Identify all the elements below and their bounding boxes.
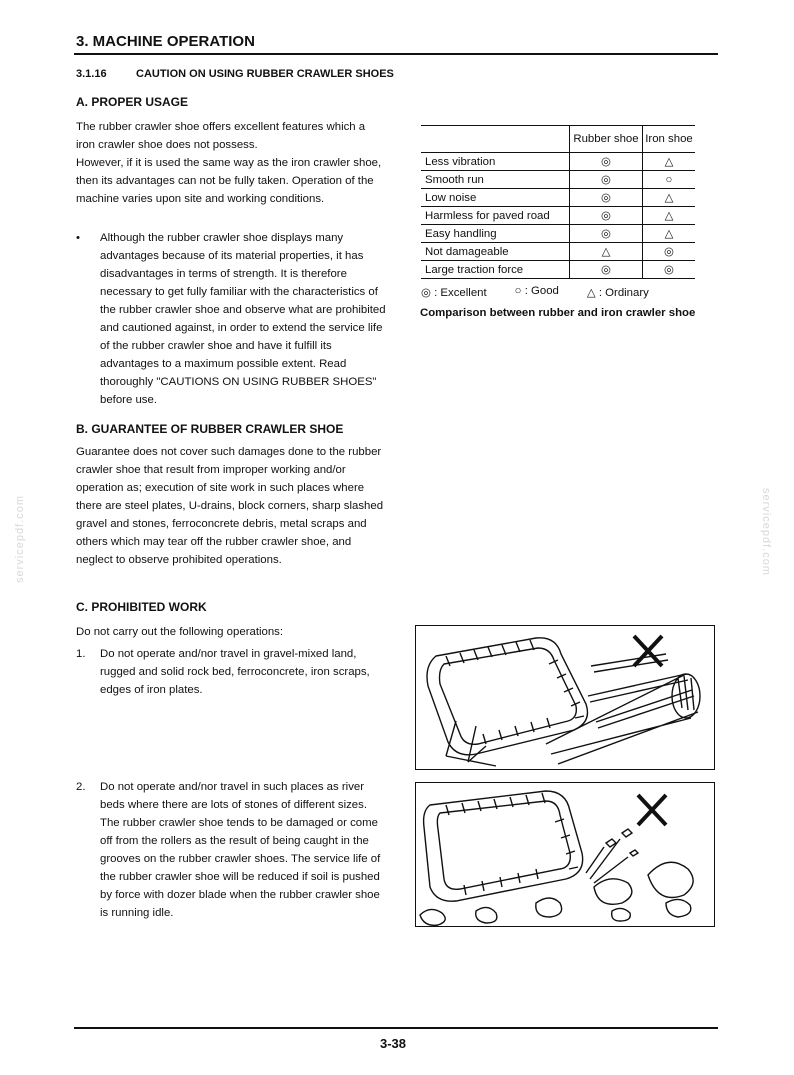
- rubber-rating: ◎: [570, 171, 643, 189]
- footer-rule: [74, 1027, 718, 1029]
- guarantee-text: Guarantee does not cover such damages done to the rubber crawler shoe that result from improper working and/or operation as; execution of site work in such places where there are steel plates, U-drains, block corners, sharp slashed gravel and stones, ferroconcrete debris, metal scraps and others which may tear off the rubber crawler shoe, and neglect to observe prohibited operations.: [76, 446, 384, 566]
- subsection-title: CAUTION ON USING RUBBER CRAWLER SHOES: [136, 68, 394, 80]
- figure-river-bed: [415, 782, 715, 927]
- row-label: Large traction force: [421, 261, 570, 279]
- iron-rating: ○: [643, 171, 696, 189]
- proper-usage-bullet-text: Although the rubber crawler shoe displays many advantages because of its material properties, it has disadvantages in terms of strength. It is therefore necessary to get fully familiar with the characteristics of the rubber crawler shoe and observe what are prohibited and cautioned against, in order to extend the service life of the rubber crawler shoe and have it fulfill its advantages to a maximum possible extent. Read thoroughly "CAUTIONS ON USING RUBBER SHOES" before use.: [100, 232, 386, 406]
- subsection-number: 3.1.16: [76, 68, 107, 80]
- table-row: [421, 189, 695, 207]
- col-rubber-header: Rubber shoe: [570, 126, 643, 153]
- crawler-on-iron-illustration: [416, 626, 714, 769]
- prohibited-heading: C. PROHIBITED WORK: [76, 600, 207, 614]
- item-number: 2.: [76, 781, 86, 793]
- rubber-rating: ◎: [570, 207, 643, 225]
- header-rule: [74, 53, 718, 55]
- iron-rating: △: [643, 207, 696, 225]
- item-number: 1.: [76, 648, 86, 660]
- watermark-right: servicepdf.com: [760, 488, 772, 576]
- rubber-rating: ◎: [570, 153, 643, 171]
- row-label: Smooth run: [421, 171, 570, 189]
- row-label: Easy handling: [421, 225, 570, 243]
- row-label: Harmless for paved road: [421, 207, 570, 225]
- row-label: Not damageable: [421, 243, 570, 261]
- item-text: Do not operate and/nor travel in gravel-mixed land, rugged and solid rock bed, ferroconcrete, iron scraps, edges of iron plates.: [100, 648, 370, 696]
- item-text: Do not operate and/nor travel in such places as river beds where there are lots of stones of different sizes. The rubber crawler shoe tends to be damaged or come off from the rollers as the result of being caught in the grooves on the rubber crawler shoes. The service life of the rubber crawler shoe will be reduced if soil is pushed by force with dozer blade when the rubber crawler shoe is running idle.: [100, 781, 381, 919]
- section-title: 3. MACHINE OPERATION: [76, 33, 255, 50]
- table-row: [421, 153, 695, 171]
- rubber-rating: ◎: [570, 225, 643, 243]
- proper-usage-heading: A. PROPER USAGE: [76, 95, 189, 109]
- rubber-rating: ◎: [570, 261, 643, 279]
- bullet-dot: •: [76, 232, 80, 244]
- rubber-rating: ◎: [570, 189, 643, 207]
- watermark-left: servicepdf.com: [14, 495, 26, 583]
- prohibited-item: [76, 778, 388, 922]
- table-corner: [421, 126, 570, 153]
- proper-usage-intro-2: However, if it is used the same way as the iron crawler shoe, then its advantages can not be fully taken. Operation of the machine varies upon site and working conditions.: [76, 157, 382, 205]
- legend-good: ○ : Good: [514, 285, 559, 297]
- table-caption: Comparison between rubber and iron crawler shoe: [420, 307, 696, 319]
- figure-iron-scraps: [415, 625, 715, 770]
- page-number: 3-38: [380, 1036, 407, 1051]
- legend-excellent: ◎ : Excellent: [421, 287, 487, 299]
- table-row: [421, 243, 695, 261]
- crawler-on-stones-illustration: [416, 783, 714, 926]
- legend-ordinary: △ : Ordinary: [586, 287, 649, 299]
- iron-rating: ◎: [643, 243, 696, 261]
- col-iron-header: Iron shoe: [643, 126, 696, 153]
- table-row: [421, 225, 695, 243]
- iron-rating: △: [643, 153, 696, 171]
- comparison-table: [421, 125, 695, 279]
- proper-usage-intro: The rubber crawler shoe offers excellent features which a iron crawler shoe does not possess.: [76, 121, 366, 151]
- row-label: Less vibration: [421, 153, 570, 171]
- iron-rating: ◎: [643, 261, 696, 279]
- table-legend: [421, 285, 649, 299]
- table-row: [421, 171, 695, 189]
- iron-rating: △: [643, 225, 696, 243]
- table-row: [421, 207, 695, 225]
- prohibited-intro: Do not carry out the following operations:: [76, 626, 284, 638]
- rubber-rating: △: [570, 243, 643, 261]
- guarantee-heading: B. GUARANTEE OF RUBBER CRAWLER SHOE: [76, 422, 344, 436]
- prohibited-item: [76, 645, 388, 699]
- subsection-heading: [76, 68, 394, 80]
- iron-rating: △: [643, 189, 696, 207]
- proper-usage-bullet: [76, 229, 386, 409]
- row-label: Low noise: [421, 189, 570, 207]
- table-row: [421, 261, 695, 279]
